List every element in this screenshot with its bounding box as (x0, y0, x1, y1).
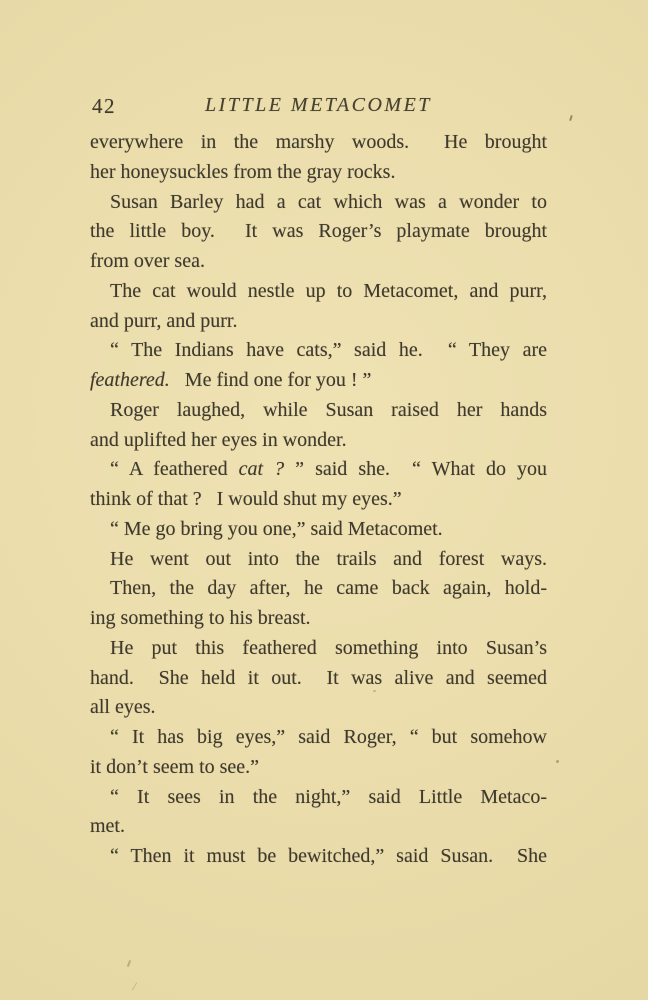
scan-speck (556, 760, 559, 763)
text-segment: everywhere in the marshy woods. He brought (90, 131, 547, 153)
page-header-row (90, 94, 547, 120)
text-segment: “ A feathered (110, 458, 239, 481)
italic-text-segment: cat ? (238, 458, 285, 481)
text-segment: “ Then it must be bewitched,” said Susan. She (110, 845, 547, 867)
text-line (90, 783, 547, 813)
scan-speck (132, 982, 137, 990)
text-segment: Me find one for you ! ” (169, 369, 372, 391)
text-line (90, 277, 547, 307)
text-line (90, 545, 547, 575)
text-segment: the little boy. It was Roger’s playmate brought (90, 220, 547, 243)
text-line (90, 396, 547, 426)
text-segment: met. (90, 815, 125, 838)
text-line (90, 307, 547, 337)
text-segment: all eyes. (90, 696, 156, 719)
text-line (90, 515, 547, 545)
scan-speck (373, 690, 376, 692)
text-segment: “ It sees in the night,” said Little Metaco- (110, 785, 547, 808)
text-line (90, 336, 547, 366)
text-line (90, 812, 547, 842)
text-line (90, 128, 547, 158)
page-text-block (90, 128, 547, 872)
text-line (90, 485, 547, 515)
text-line (90, 188, 547, 218)
text-segment: and uplifted her eyes in wonder. (90, 428, 347, 451)
text-segment: Then, the day after, he came back again, hold- (110, 577, 547, 600)
text-line (90, 753, 547, 783)
running-header-title: LITTLE METACOMET (205, 94, 432, 116)
text-line (90, 158, 547, 188)
text-segment: and purr, and purr. (90, 309, 238, 332)
text-segment: think of that ? I would shut my eyes.” (90, 488, 402, 510)
text-line (90, 634, 547, 664)
text-line (90, 217, 547, 247)
scan-speck (569, 115, 573, 121)
text-line (90, 366, 547, 396)
text-line (90, 604, 547, 634)
text-segment: “ It has big eyes,” said Roger, “ but somehow (110, 726, 547, 748)
text-line (90, 247, 547, 277)
text-segment: ” said she. “ What do you (284, 458, 548, 481)
text-segment: “ Me go bring you one,” said Metacomet. (110, 517, 443, 540)
text-segment: He went out into the trails and forest ways. (110, 547, 547, 570)
text-segment: The cat would nestle up to Metacomet, and purr, (110, 279, 547, 302)
text-segment: He put this feathered something into Susan’s (110, 636, 547, 659)
text-segment: her honeysuckles from the gray rocks. (90, 160, 396, 183)
page-number: 42 (92, 94, 116, 118)
text-segment: ing something to his breast. (90, 607, 311, 629)
text-line (90, 693, 547, 723)
scan-speck (127, 960, 131, 967)
text-segment: hand. She held it out. It was alive and seemed (90, 666, 547, 689)
text-segment: from over sea. (90, 250, 205, 272)
text-line (90, 574, 547, 604)
text-line (90, 723, 547, 753)
text-line (90, 426, 547, 456)
text-segment: “ The Indians have cats,” said he. “ They are (110, 339, 547, 362)
text-segment: Roger laughed, while Susan raised her hands (110, 398, 547, 421)
text-line (90, 664, 547, 694)
text-segment: it don’t seem to see.” (90, 755, 260, 778)
text-line (90, 842, 547, 872)
text-line (90, 455, 547, 485)
text-segment: Susan Barley had a cat which was a wonder to (110, 190, 547, 213)
italic-text-segment: feathered. (90, 369, 170, 391)
